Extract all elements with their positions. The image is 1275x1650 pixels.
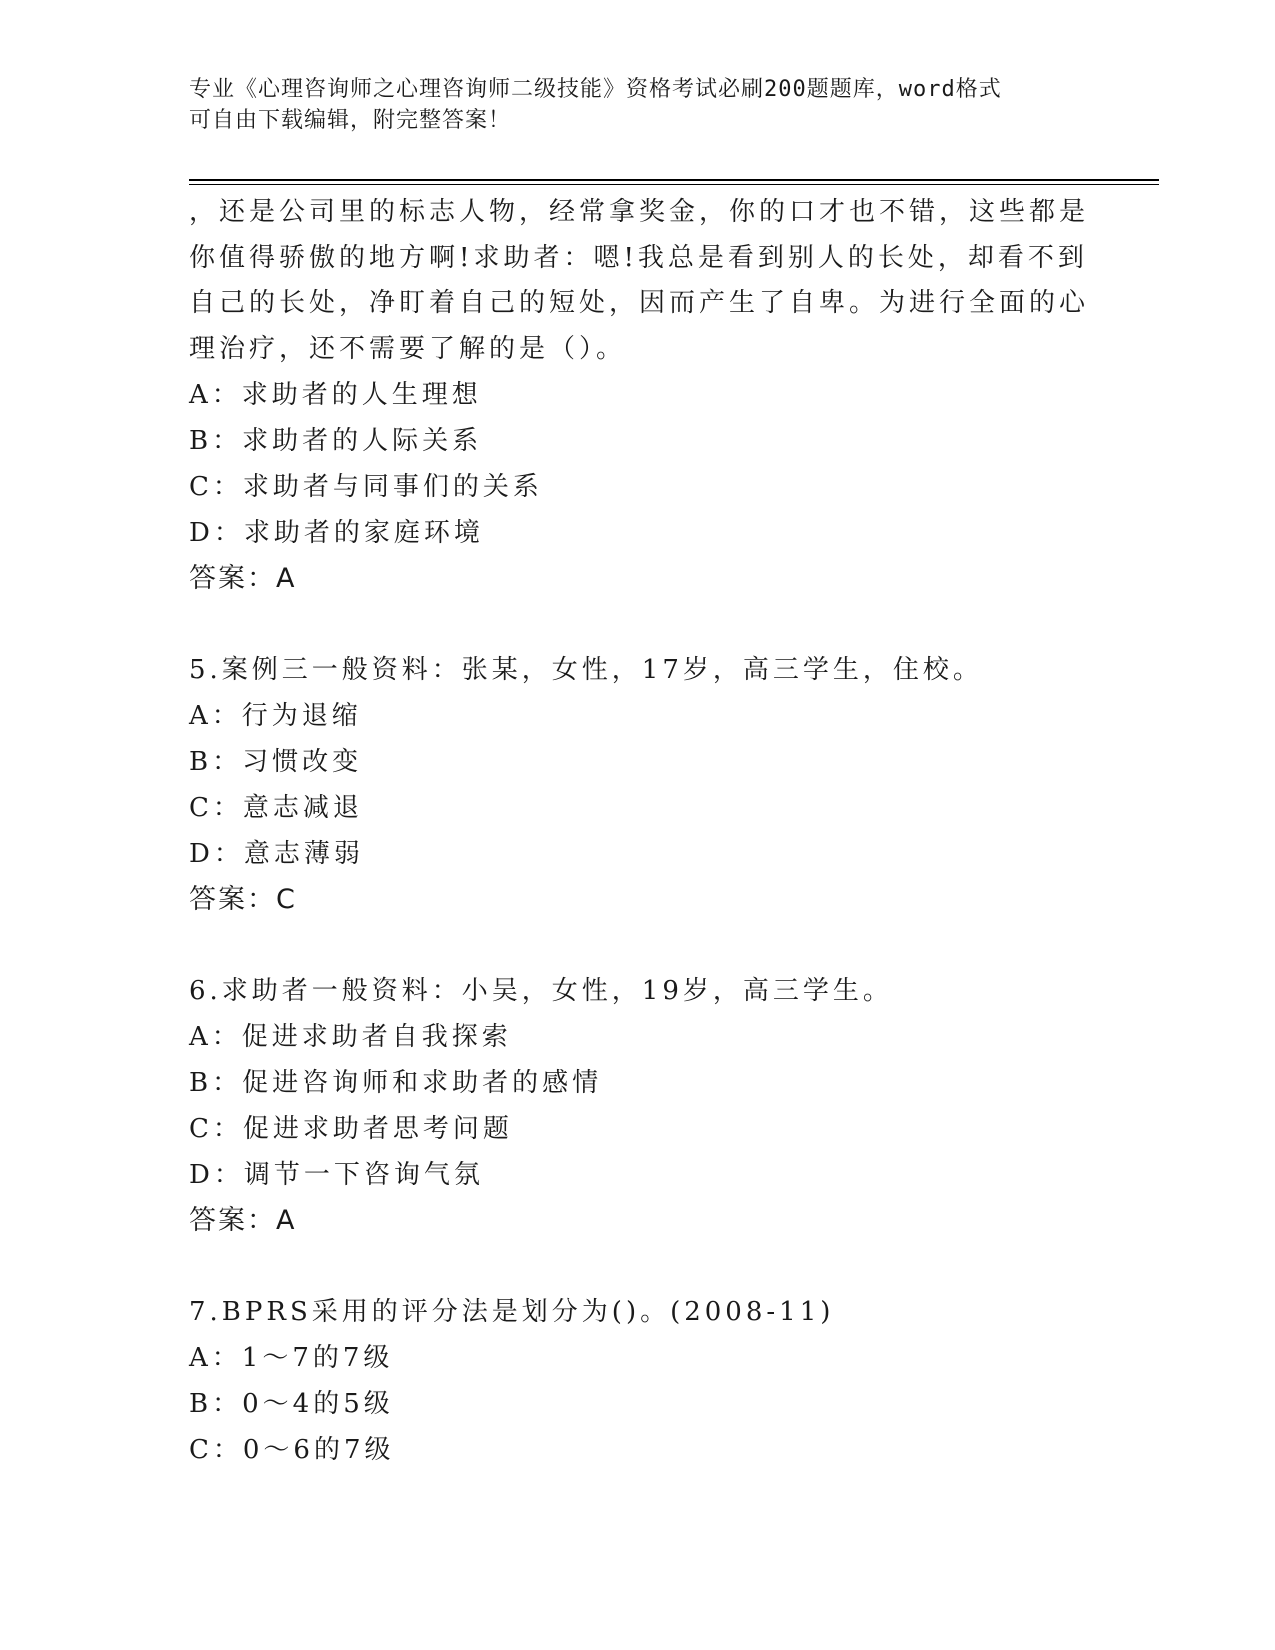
option-a: A：求助者的人生理想 bbox=[189, 380, 482, 410]
header-line-2: 可自由下载编辑，附完整答案！ bbox=[189, 108, 512, 133]
option-b: B：0～4的5级 bbox=[189, 1389, 394, 1419]
option-b: B：习惯改变 bbox=[189, 747, 363, 777]
question-stem-5: 5.案例三一般资料：张某，女性，17岁，高三学生，住校。 bbox=[189, 655, 983, 685]
header-line-1: 专业《心理咨询师之心理咨询师二级技能》资格考试必刷200题题库，word格式 bbox=[189, 77, 1002, 102]
option-d: D：求助者的家庭环境 bbox=[189, 518, 484, 548]
option-c: C：促进求助者思考问题 bbox=[189, 1114, 513, 1144]
header-rule-thick bbox=[189, 179, 1159, 181]
question-text-line: ，还是公司里的标志人物，经常拿奖金，你的口才也不错，这些都是 bbox=[189, 197, 1090, 227]
answer: 答案：A bbox=[189, 1205, 297, 1236]
option-c: C：求助者与同事们的关系 bbox=[189, 472, 543, 502]
question-stem-7: 7.BPRS采用的评分法是划分为()。(2008-11) bbox=[189, 1297, 835, 1327]
option-d: D：意志薄弱 bbox=[189, 839, 364, 869]
option-b: B：促进咨询师和求助者的感情 bbox=[189, 1068, 603, 1098]
option-d: D：调节一下咨询气氛 bbox=[189, 1160, 484, 1190]
answer: 答案：A bbox=[189, 563, 297, 594]
option-a: A：促进求助者自我探索 bbox=[189, 1022, 512, 1052]
question-text-line: 理治疗，还不需要了解的是（）。 bbox=[189, 333, 627, 364]
option-a: A：1～7的7级 bbox=[189, 1343, 394, 1373]
option-c: C：意志减退 bbox=[189, 793, 363, 823]
option-c: C：0～6的7级 bbox=[189, 1435, 395, 1465]
question-text-line: 你值得骄傲的地方啊!求助者：嗯!我总是看到别人的长处，却看不到 bbox=[189, 242, 1088, 273]
document-header bbox=[189, 74, 1089, 136]
answer: 答案：C bbox=[189, 884, 297, 915]
question-stem-6: 6.求助者一般资料：小吴，女性，19岁，高三学生。 bbox=[189, 976, 893, 1006]
continued-question-text bbox=[189, 190, 1089, 372]
question-text-line: 自己的长处，净盯着自己的短处，因而产生了自卑。为进行全面的心 bbox=[189, 288, 1090, 318]
header-rule-thin bbox=[189, 184, 1159, 185]
option-b: B：求助者的人际关系 bbox=[189, 426, 483, 456]
option-a: A：行为退缩 bbox=[189, 701, 362, 731]
document-body bbox=[189, 190, 1089, 1473]
